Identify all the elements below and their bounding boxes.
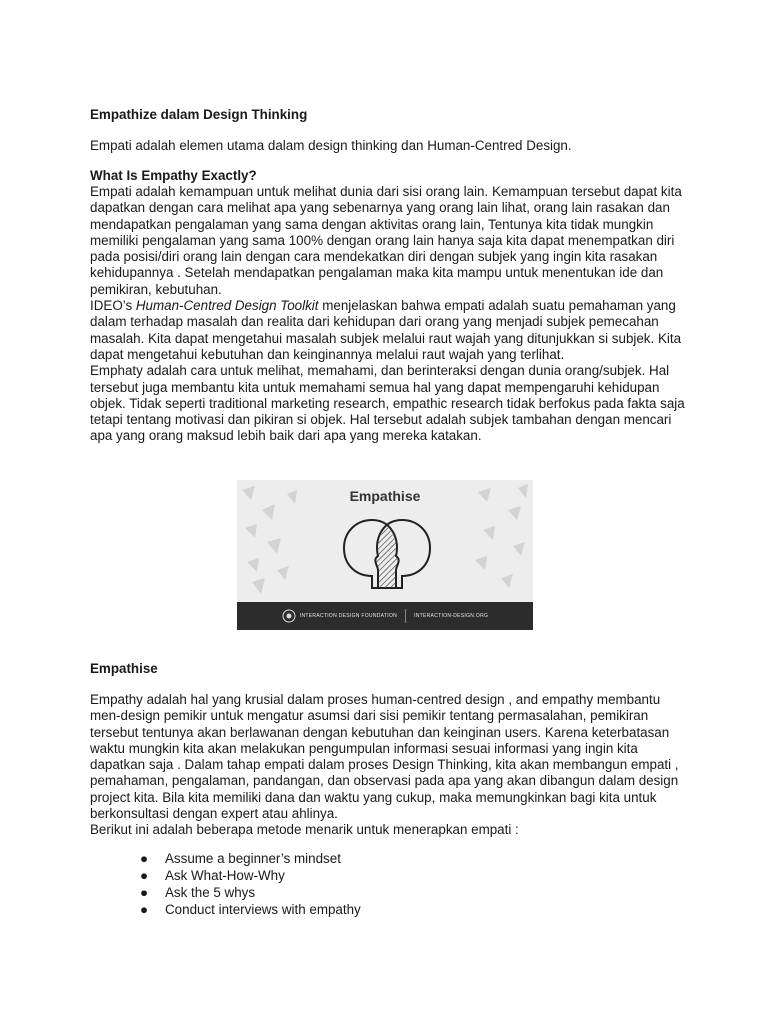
empathise-paragraph-1: Empathy adalah hal yang krusial dalam proses human-centred design , and empathy membantu men-design pemikir untuk mengatur asumsi dari sisi pemikir tentang permasalahan, pemikiran tersebut tentunya akan berlawanan dengan kebutuhan dan keinginan users. Karena keterbatasan waktu mungkin kita akan melakukan pengumpulan informasi sesuai informasi yang ingin kita dapatkan saja . Dalam tahap empati dalam proses Design Thinking, kita akan membangun empati , pemahaman, pengalaman, pandangan, dan observasi pada apa yang akan dibangun dalam design project kita. Bila kita memiliki dana dan waktu yang cukup, maka memungkinkan bagi kita untuk berkonsultasi dengan expert atau ahlinya. [90, 692, 679, 822]
bullet-icon: ● [140, 902, 149, 917]
foundation-url: INTERACTION-DESIGN.ORG [414, 612, 489, 619]
empathy-paragraph-1: Empati adalah kemampuan untuk melihat dunia dari sisi orang lain. Kemampuan tersebut dapat kita dapatkan dengan cara melihat apa yang sebenarnya yang orang lain lihat, orang lain rasakan dan mendapatkan pengalaman yang sama dengan aktivitas orang lain, Tentunya kita tidak mungkin memiliki pengalaman yang sama 100% dengan orang lain hanya saja kita dapat menempatkan diri pada posisi/diri orang lain dengan cara mendekatkan diri dengan subjek yang ingin kita rasakan kehidupannya . Setelah mendapatkan pengalaman maka kita mampu untuk menentukan ide dan pemikiran, kebutuhan. [90, 184, 682, 297]
empathise-paragraph-2: Berikut ini adalah beberapa metode menarik untuk menerapkan empati : [90, 822, 519, 838]
foundation-name: INTERACTION DESIGN FOUNDATION [299, 612, 398, 619]
empathy-body [90, 184, 690, 445]
footer-divider [405, 609, 406, 623]
list-item: ● Assume a beginner’s mindset [140, 851, 341, 866]
foundation-logo-icon [282, 609, 296, 623]
empathise-figure [237, 480, 533, 630]
list-item: ● Ask the 5 whys [140, 885, 256, 900]
empathy-paragraph-2 [90, 298, 690, 363]
ideo-prefix: IDEO’s [90, 298, 136, 314]
empathy-methods-list [140, 850, 361, 918]
ideo-rest: menjelaskan bahwa empati adalah suatu pemahaman yang dalam terhadap masalah dan realita dari kehidupan dari orang yang menjadi subjek pemecahan masalah. Kita dapat mengetahui masalah subjek melalui raut wajah yang ditunjukkan si subjek. Kita dapat mengetahui kebutuhan dan keinginannya melalui raut wajah yang terlihat. [90, 298, 682, 362]
figure-footer [237, 602, 533, 630]
bullet-icon: ● [140, 885, 149, 900]
list-item: ● Conduct interviews with empathy [140, 902, 361, 917]
toolkit-title: Human-Centred Design Toolkit [135, 298, 319, 314]
section-title-what-is-empathy: What Is Empathy Exactly? [90, 168, 257, 183]
intro-paragraph: Empati adalah elemen utama dalam design thinking dan Human-Centred Design. [90, 138, 572, 153]
empathise-body [90, 692, 690, 839]
bullet-icon: ● [140, 868, 149, 883]
empathy-paragraph-3: Emphaty adalah cara untuk melihat, memahami, dan berinteraksi dengan dunia orang/subjek. Hal tersebut juga membantu kita untuk memahami semua hal yang dapat mempengaruhi kehidupan objek. Tidak seperti traditional marketing research, empathic research tidak berfokus pada fakta saja tetapi tentang motivasi dan pikiran si objek. Hal tersebut adalah subjek tambahan dengan mencari apa yang orang maksud lebih baik dari apa yang mereka katakan. [90, 363, 685, 444]
section-title-empathize: Empathize dalam Design Thinking [90, 107, 308, 122]
section-title-empathise: Empathise [90, 661, 158, 676]
list-item: ● Ask What-How-Why [140, 868, 285, 883]
bullet-icon: ● [140, 851, 149, 866]
figure-title: Empathise [349, 488, 421, 504]
foundation-logo [282, 608, 397, 624]
two-heads-icon [332, 510, 442, 590]
